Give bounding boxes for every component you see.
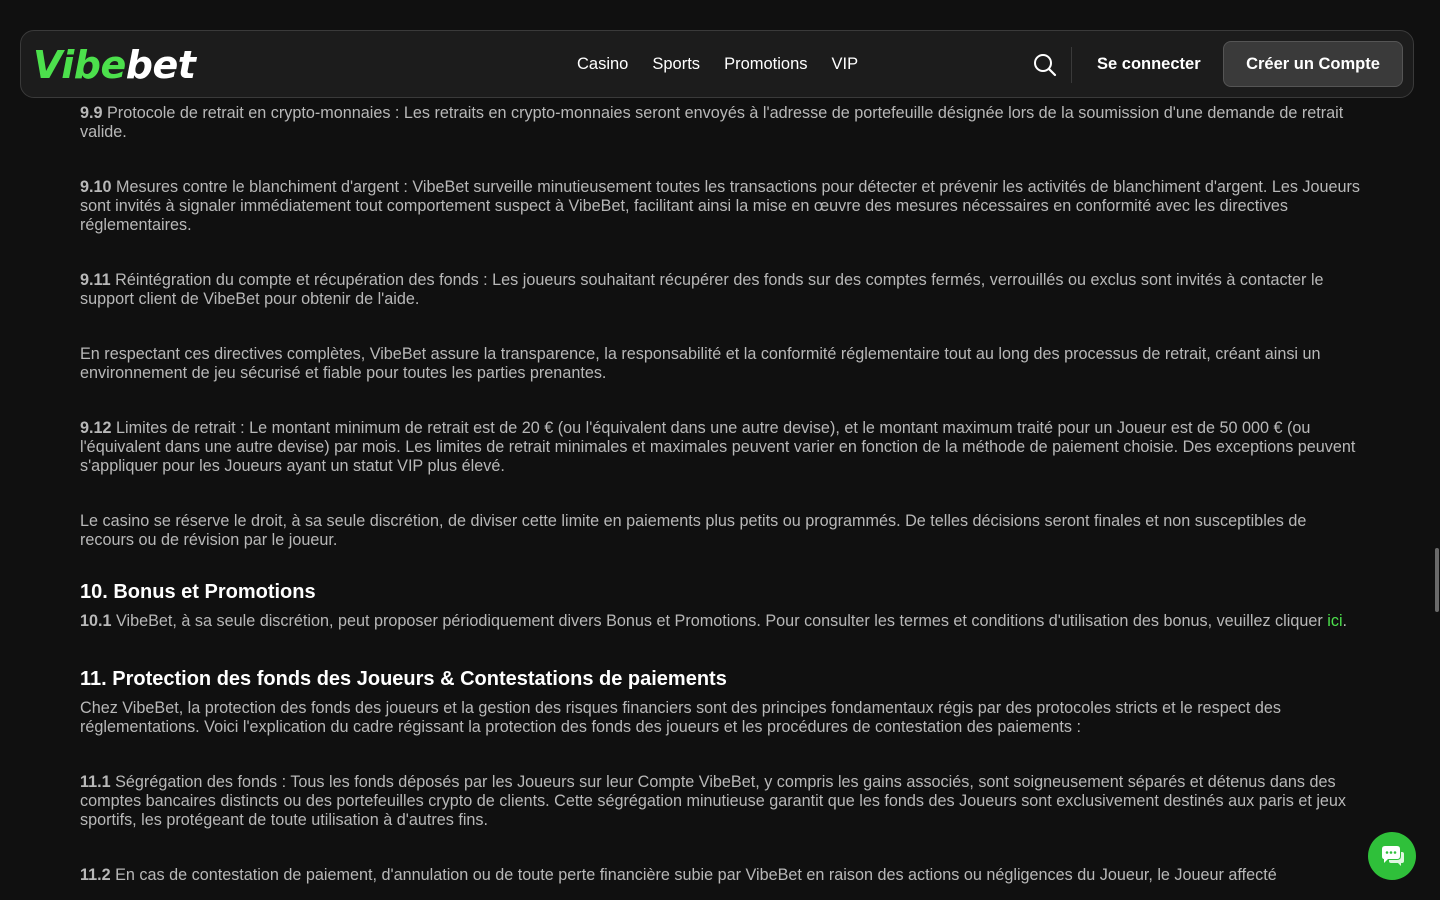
section-number: 11.1 [80,773,111,791]
vibebet-logo[interactable] [33,40,195,90]
paragraph-10-1 [80,612,1360,631]
nav-sports[interactable]: Sports [652,55,701,73]
site-header [20,30,1414,98]
section-number: 9.12 [80,419,112,437]
section-heading-11: 11. Protection des fonds des Joueurs & Contestations de paiements [80,668,727,690]
paragraph-casino-rights: Le casino se réserve le droit, à sa seule discrétion, de diviser cette limite en paiements plus petits ou programmés. De telles décisions seront finales et non susceptibles de recours ou de révision par le joueur. [80,512,1307,549]
paragraph-end: . [1342,612,1348,630]
search-button[interactable] [1031,51,1059,79]
register-button[interactable]: Créer un Compte [1223,41,1403,87]
section-number: 10.1 [80,612,112,630]
paragraph-9-10 [80,178,1360,235]
login-button[interactable]: Se connecter [1097,55,1201,73]
search-icon [1031,51,1059,79]
paragraph-text: Protocole de retrait en crypto-monnaies : Les retraits en crypto-monnaies seront envoyés à l'adresse de portefeuille désignée lors de la soumission d'une demande de retrait valide. [80,104,1344,141]
paragraph-text: VibeBet, à sa seule discrétion, peut proposer périodiquement divers Bonus et Promotions. Pour consulter les termes et conditions d'utilisation des bonus, veuillez cliquer [111,612,1328,630]
header-divider [1071,47,1072,83]
logo-bet: bet [125,43,196,87]
nav-promotions[interactable]: Promotions [724,55,808,73]
scrollbar-thumb[interactable] [1435,548,1439,612]
paragraph-text: Ségrégation des fonds : Tous les fonds déposés par les Joueurs sur leur Compte VibeBet, y compris les gains associés, sont soigneusement séparés et détenus dans des comptes bancaires distincts ou des portefeuilles crypto de clients. Cette ségrégation minutieuse garantit que les fonds des Joueurs sont exclusivement destinés aux paris et jeux sportifs, les protégeant de toute utilisation à d'autres fins. [80,773,1347,829]
bonus-terms-link[interactable]: ici [1327,612,1343,630]
nav-casino[interactable]: Casino [577,55,629,73]
section-number: 9.11 [80,271,111,289]
paragraph-text: Mesures contre le blanchiment d'argent : VibeBet surveille minutieusement toutes les transactions pour détecter et prévenir les activités de blanchiment d'argent. Les Joueurs sont invités à signaler immédiatement tout comportement suspect à VibeBet, facilitant ainsi la mise en œuvre des mesures nécessaires en conformité avec les directives réglementaires. [80,178,1361,234]
paragraph-11-intro: Chez VibeBet, la protection des fonds des joueurs et la gestion des risques financiers sont des principes fondamentaux régis par des protocoles stricts et le respect des réglementations. Voici l'explication du cadre régissant la protection des fonds des joueurs et les procédures de contestation des paiements : [80,699,1281,736]
chat-button[interactable] [1368,832,1416,880]
paragraph-11-2 [80,866,1360,885]
paragraph-summary: En respectant ces directives complètes, VibeBet assure la transparence, la responsabilité et la conformité réglementaire tout au long des processus de retrait, créant ainsi un environnement de jeu sécurisé et fiable pour toutes les parties prenantes. [80,345,1321,382]
chat-icon [1378,842,1406,870]
section-heading-10: 10. Bonus et Promotions [80,581,316,603]
logo-vibe: Vibe [33,43,126,87]
section-number: 11.2 [80,866,111,884]
section-number: 9.9 [80,104,103,122]
main-nav [577,53,858,75]
paragraph-11-1 [80,773,1360,830]
paragraph-9-9 [80,104,1360,142]
paragraph-9-12 [80,419,1360,476]
terms-content [80,104,1360,900]
paragraph-text: Limites de retrait : Le montant minimum de retrait est de 20 € (ou l'équivalent dans une autre devise), et le montant maximum traité pour un Joueur est de 50 000 € (ou l'équivalent dans une autre devise) par mois. Les limites de retrait minimales et maximales peuvent varier en fonction de la méthode de paiement choisie. Des exceptions peuvent s'appliquer pour les Joueurs ayant un statut VIP plus élevé. [80,419,1356,475]
paragraph-9-11 [80,271,1360,309]
nav-vip[interactable]: VIP [831,55,859,73]
section-number: 9.10 [80,178,112,196]
paragraph-text: En cas de contestation de paiement, d'annulation ou de toute perte financière subie par VibeBet en raison des actions ou négligences du Joueur, le Joueur affecté [110,866,1277,884]
paragraph-text: Réintégration du compte et récupération des fonds : Les joueurs souhaitant récupérer des fonds sur des comptes fermés, verrouillés ou exclus sont invités à contacter le support client de VibeBet pour obtenir de l'aide. [80,271,1324,308]
